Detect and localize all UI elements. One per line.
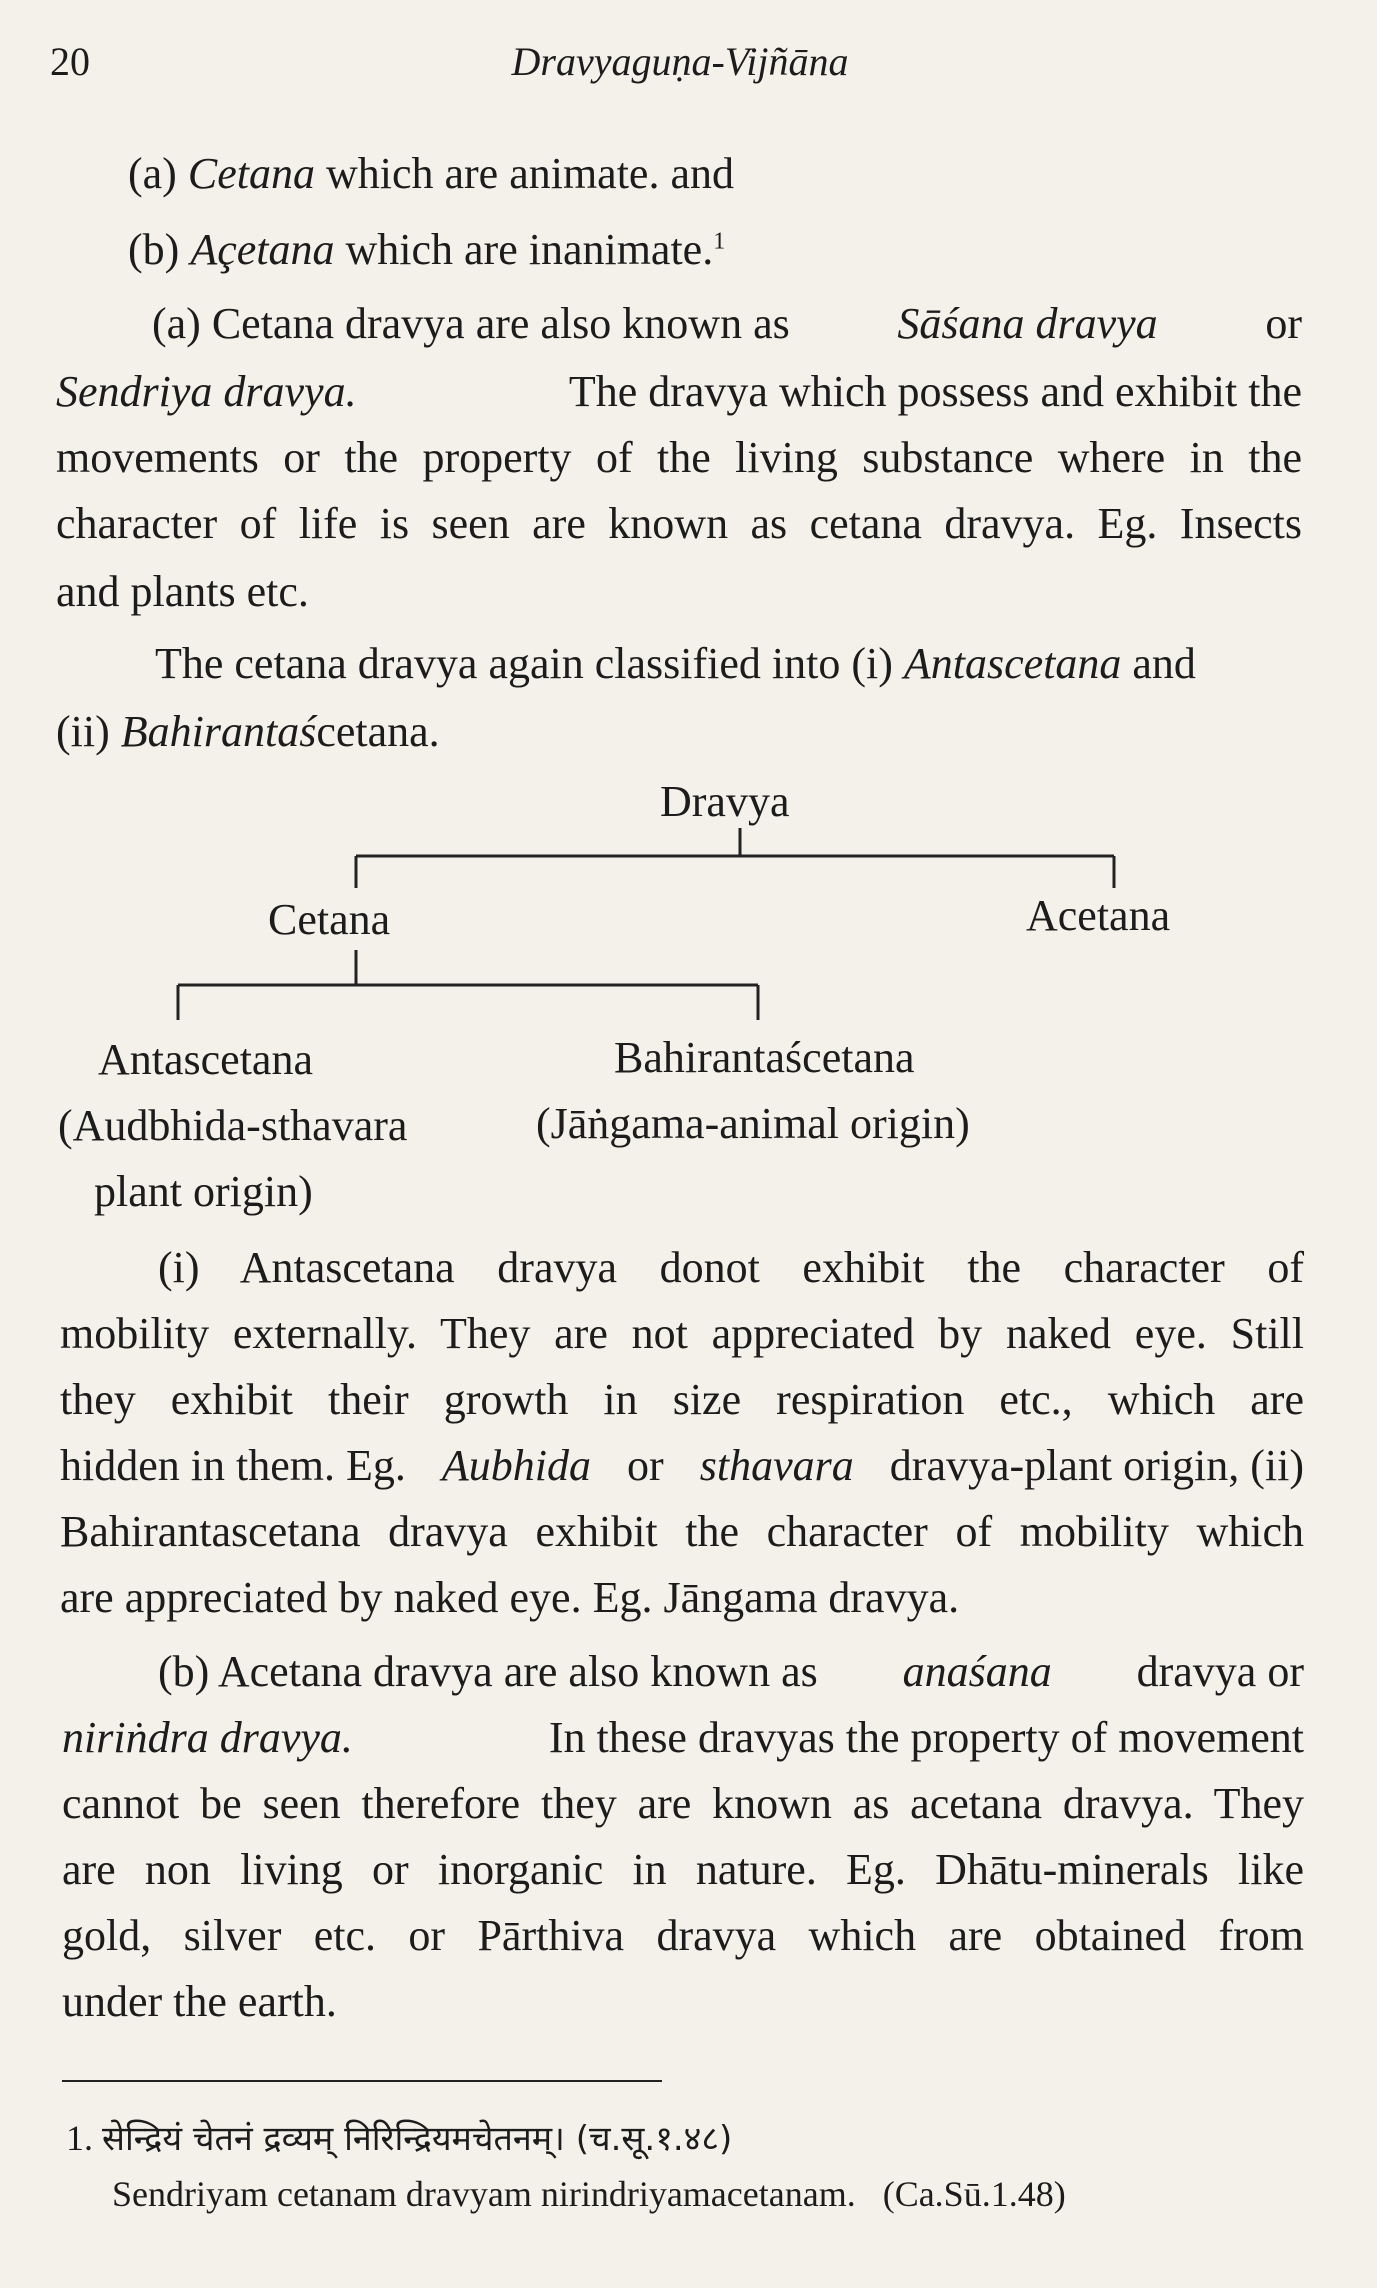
text: dravya-plant origin, (ii) bbox=[889, 1441, 1304, 1490]
list-item-a bbox=[128, 149, 734, 198]
text: (ii) bbox=[56, 707, 110, 756]
tree-node-antascetana-sub1: (Audbhida-sthavara bbox=[58, 1101, 408, 1150]
text: hidden in them. Eg. bbox=[60, 1441, 406, 1490]
term: anaśana bbox=[902, 1647, 1052, 1696]
para3-line1: (i) Antascetana dravya donot exhibit the character of bbox=[158, 1243, 1304, 1292]
text: or bbox=[627, 1441, 664, 1490]
text: dravya or bbox=[1136, 1647, 1304, 1696]
list-label: (a) bbox=[128, 149, 177, 198]
footnote-number: 1. bbox=[66, 2118, 93, 2158]
para2-line2 bbox=[56, 707, 440, 756]
text: The dravya which possess and exhibit the bbox=[568, 367, 1302, 416]
text: and bbox=[1132, 639, 1196, 688]
text: (b) Acetana dravya are also known as bbox=[158, 1647, 818, 1696]
term: sthavara bbox=[699, 1441, 854, 1490]
para4-line6: under the earth. bbox=[62, 1977, 337, 2026]
para4-line4: are non living or inorganic in nature. Eg. Dhātu-minerals like bbox=[62, 1845, 1304, 1894]
tree-node-dravya: Dravya bbox=[660, 777, 790, 826]
para1-line1 bbox=[152, 299, 1302, 348]
classification-tree bbox=[50, 777, 1250, 1220]
para1-line5: and plants etc. bbox=[56, 567, 309, 616]
footnote-reference: (Ca.Sū.1.48) bbox=[882, 2174, 1066, 2214]
term: Sendriya dravya. bbox=[56, 367, 357, 416]
para3-line3: they exhibit their growth in size respiration etc., which are bbox=[60, 1375, 1304, 1424]
page-number: 20 bbox=[50, 39, 90, 84]
list-item-b bbox=[128, 225, 726, 274]
footnote-marker: 1 bbox=[713, 228, 726, 255]
footnote-translit: Sendriyam cetanam dravyam nirindriyamacetanam. bbox=[112, 2174, 856, 2214]
para1-line4: character of life is seen are known as cetana dravya. Eg. Insects bbox=[56, 499, 1302, 548]
footnote-sanskrit-line bbox=[66, 2118, 733, 2159]
para4-line5: gold, silver etc. or Pārthiva dravya which are obtained from bbox=[62, 1911, 1304, 1960]
page-header bbox=[50, 38, 1310, 88]
list-term: Cetana bbox=[187, 149, 315, 198]
para4-line2 bbox=[62, 1713, 1304, 1762]
text: or bbox=[1265, 299, 1302, 348]
text: cetana. bbox=[316, 707, 440, 756]
text: (a) Cetana dravya are also known as bbox=[152, 299, 790, 348]
footnote-rule bbox=[62, 2080, 662, 2082]
running-title: Dravyaguṇa-Vijñāna bbox=[511, 39, 849, 84]
footnote-sanskrit: सेन्द्रियं चेतनं द्रव्यम् निरिन्द्रियमचेतनम्। (च.सू.१.४८) bbox=[102, 2119, 733, 2159]
text: The cetana dravya again classified into (i) bbox=[155, 639, 893, 688]
text: In these dravyas the property of movement bbox=[548, 1713, 1304, 1762]
term: Aubhida bbox=[441, 1441, 591, 1490]
list-term: Açetana bbox=[190, 225, 335, 274]
para1-line2 bbox=[56, 367, 1302, 416]
term: Antascetana bbox=[903, 639, 1122, 688]
term: Sāśana dravya bbox=[897, 299, 1158, 348]
para4-line3: cannot be seen therefore they are known as acetana dravya. They bbox=[62, 1779, 1304, 1828]
footnote-translit-line bbox=[112, 2176, 1066, 2212]
term: Bahirantaś bbox=[120, 707, 317, 756]
para2-line1 bbox=[155, 639, 1196, 688]
tree-node-cetana: Cetana bbox=[268, 895, 391, 944]
tree-connectors bbox=[50, 777, 1250, 1220]
para4-line1 bbox=[158, 1647, 1304, 1696]
tree-node-antascetana: Antascetana bbox=[98, 1035, 313, 1084]
tree-node-bahirantascetana-sub: (Jāṅgama-animal origin) bbox=[536, 1099, 970, 1148]
list-label: (b) bbox=[128, 225, 180, 274]
para3-line2: mobility externally. They are not appreciated by naked eye. Still bbox=[60, 1309, 1304, 1358]
tree-node-bahirantascetana: Bahirantaścetana bbox=[614, 1033, 915, 1082]
para3-line5: Bahirantascetana dravya exhibit the character of mobility which bbox=[60, 1507, 1304, 1556]
para1-line3: movements or the property of the living substance where in the bbox=[56, 433, 1302, 482]
tree-node-antascetana-sub2: plant origin) bbox=[94, 1167, 313, 1216]
tree-node-acetana: Acetana bbox=[1026, 891, 1171, 940]
list-text: which are animate. and bbox=[325, 149, 734, 198]
para3-line4 bbox=[60, 1441, 1304, 1490]
term: niriṅdra dravya. bbox=[62, 1713, 353, 1762]
para3-line6: are appreciated by naked eye. Eg. Jāngama dravya. bbox=[60, 1573, 960, 1622]
list-text: which are inanimate. bbox=[345, 225, 714, 274]
